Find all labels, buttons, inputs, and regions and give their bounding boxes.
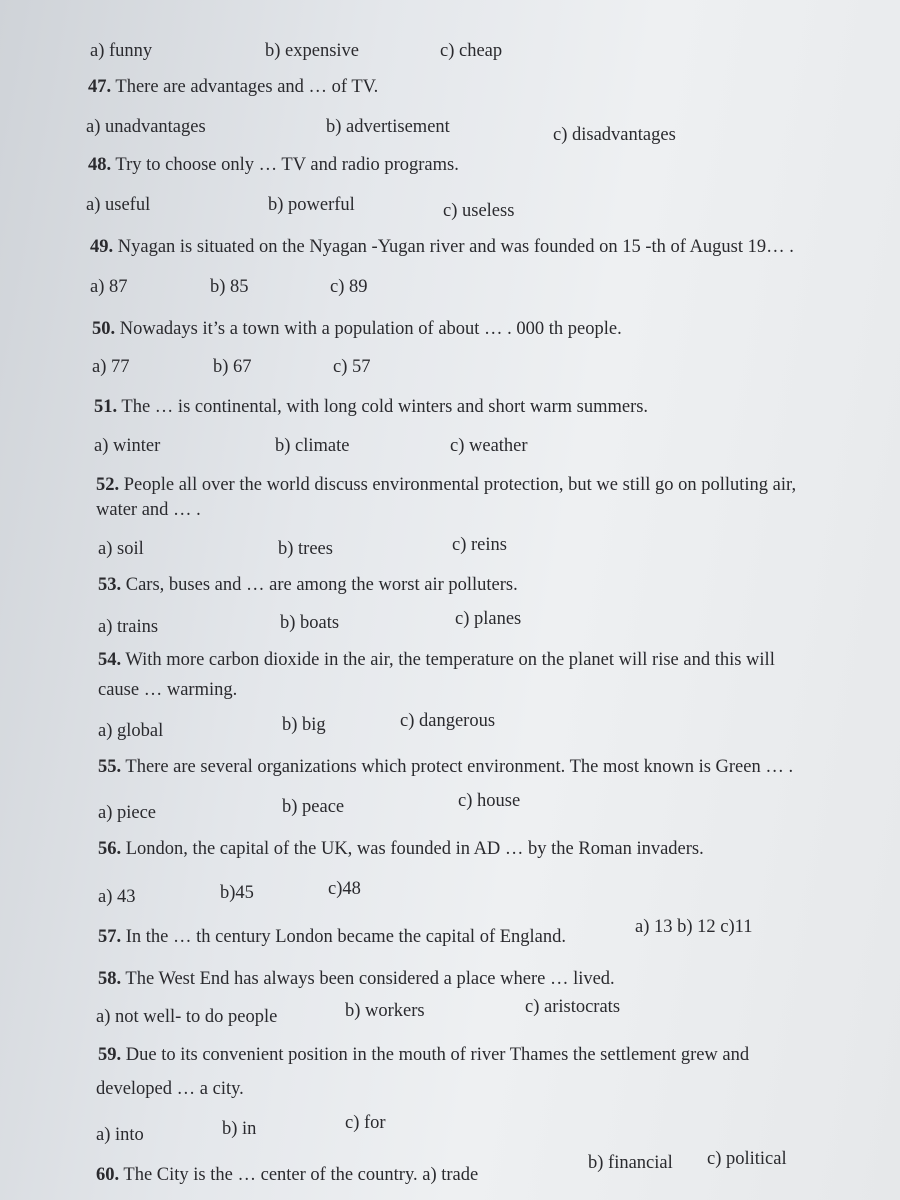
- question-number: 51.: [94, 397, 118, 417]
- option-b: b) workers: [345, 1001, 425, 1021]
- option-c: c) 89: [330, 277, 368, 297]
- option-b: b) 85: [210, 277, 249, 297]
- question-text: Nyagan is situated on the Nyagan -Yugan river and was founded on 15 -th of August 19… .: [113, 237, 794, 257]
- question-number: 60.: [96, 1165, 120, 1185]
- option-a: a) funny: [90, 41, 153, 61]
- option-b: b)45: [220, 883, 254, 903]
- options-row: [0, 272, 900, 302]
- option-b: b) in: [222, 1119, 257, 1139]
- question-text: Due to its convenient position in the mouth of river Thames the settlement grew and: [121, 1045, 750, 1065]
- question-47: [0, 72, 900, 102]
- question-number: 59.: [98, 1045, 122, 1065]
- option-b: b) expensive: [265, 41, 360, 61]
- question-number: 53.: [98, 575, 122, 595]
- options-row: [0, 997, 900, 1032]
- option-b: b) 67: [213, 357, 252, 377]
- option-c: c) reins: [452, 535, 507, 555]
- option-a: a) 43: [98, 887, 136, 907]
- option-c: c) weather: [450, 436, 528, 456]
- option-c: c) dangerous: [400, 711, 496, 731]
- option-c: c) aristocrats: [525, 997, 621, 1017]
- question-57: [0, 917, 900, 952]
- question-number: 49.: [90, 237, 114, 257]
- options-row: [0, 609, 900, 642]
- question-number: 58.: [98, 969, 122, 989]
- option-c: c) 57: [333, 357, 371, 377]
- question-58: [0, 964, 900, 994]
- options-row: [0, 791, 900, 828]
- options-row: [0, 112, 900, 145]
- question-49: [0, 232, 900, 262]
- question-text: The … is continental, with long cold winters and short warm summers.: [117, 397, 649, 417]
- option-a: a) winter: [94, 436, 161, 456]
- option-b: b) climate: [275, 436, 350, 456]
- question-55: [0, 752, 900, 782]
- option-a: a) unadvantages: [86, 117, 206, 137]
- options-row: [0, 190, 900, 220]
- option-b: b) trees: [278, 539, 333, 559]
- question-text-continued: water and … .: [96, 500, 201, 520]
- question-56: [0, 834, 900, 864]
- option-b: b) big: [282, 715, 326, 735]
- question-number: 56.: [98, 839, 122, 859]
- question-number: 48.: [88, 155, 112, 175]
- option-a: a) not well- to do people: [96, 1007, 278, 1027]
- question-59: [0, 1040, 900, 1070]
- option-b: b) advertisement: [326, 117, 450, 137]
- options-row: [0, 879, 900, 912]
- option-a: a) 77: [92, 357, 130, 377]
- option-a: a) 87: [90, 277, 128, 297]
- question-text: London, the capital of the UK, was founded in AD … by the Roman invaders.: [121, 839, 704, 859]
- question-number: 52.: [96, 475, 120, 495]
- options-row: [0, 36, 900, 66]
- question-text: In the … th century London became the capital of England.: [121, 927, 567, 947]
- question-60: [0, 1149, 900, 1190]
- option-a: a) global: [98, 721, 164, 741]
- inline-options: a) 13 b) 12 c)11: [635, 917, 753, 937]
- option-b: b) powerful: [268, 195, 355, 215]
- question-48: [0, 150, 900, 180]
- question-text-continued: developed … a city.: [96, 1079, 244, 1099]
- question-52-continued: [0, 495, 900, 525]
- question-text: The West End has always been considered a place where … lived.: [121, 969, 615, 989]
- question-text: There are several organizations which protect environment. The most known is Green … .: [121, 757, 794, 777]
- option-b: b) financial: [588, 1153, 673, 1173]
- question-text-continued: cause … warming.: [98, 680, 238, 700]
- options-row: [0, 352, 900, 382]
- option-c: c)48: [328, 879, 361, 899]
- question-text: There are advantages and … of TV.: [111, 77, 379, 97]
- option-a: a) soil: [98, 539, 144, 559]
- question-text: The City is the … center of the country. a) trade: [119, 1165, 479, 1185]
- question-number: 54.: [98, 650, 122, 670]
- options-row: [0, 431, 900, 461]
- question-number: 57.: [98, 927, 122, 947]
- question-54: [0, 645, 900, 675]
- option-c: c) planes: [455, 609, 522, 629]
- question-number: 55.: [98, 757, 122, 777]
- question-text: With more carbon dioxide in the air, the temperature on the planet will rise and this will: [121, 650, 775, 670]
- option-c: c) cheap: [440, 41, 503, 61]
- option-b: b) peace: [282, 797, 345, 817]
- question-text: Nowadays it’s a town with a population of about … . 000 th people.: [115, 319, 622, 339]
- question-54-continued: [0, 675, 900, 705]
- question-53: [0, 570, 900, 600]
- option-a: a) piece: [98, 803, 157, 823]
- option-c: c) political: [707, 1149, 787, 1169]
- option-c: c) disadvantages: [553, 125, 676, 145]
- question-59-continued: [0, 1074, 900, 1104]
- question-51: [0, 392, 900, 422]
- question-50: [0, 314, 900, 344]
- option-b: b) boats: [280, 613, 340, 633]
- option-a: a) trains: [98, 617, 159, 637]
- option-c: c) for: [345, 1113, 386, 1133]
- options-row: [0, 534, 900, 564]
- option-a: a) into: [96, 1125, 144, 1145]
- options-row: [0, 711, 900, 746]
- question-number: 50.: [92, 319, 116, 339]
- option-c: c) useless: [443, 201, 515, 221]
- question-text: Cars, buses and … are among the worst air polluters.: [121, 575, 518, 595]
- question-text: Try to choose only … TV and radio programs.: [111, 155, 459, 175]
- option-a: a) useful: [86, 195, 151, 215]
- option-c: c) house: [458, 791, 521, 811]
- question-number: 47.: [88, 77, 112, 97]
- question-text: People all over the world discuss environmental protection, but we still go on polluting air,: [119, 475, 797, 495]
